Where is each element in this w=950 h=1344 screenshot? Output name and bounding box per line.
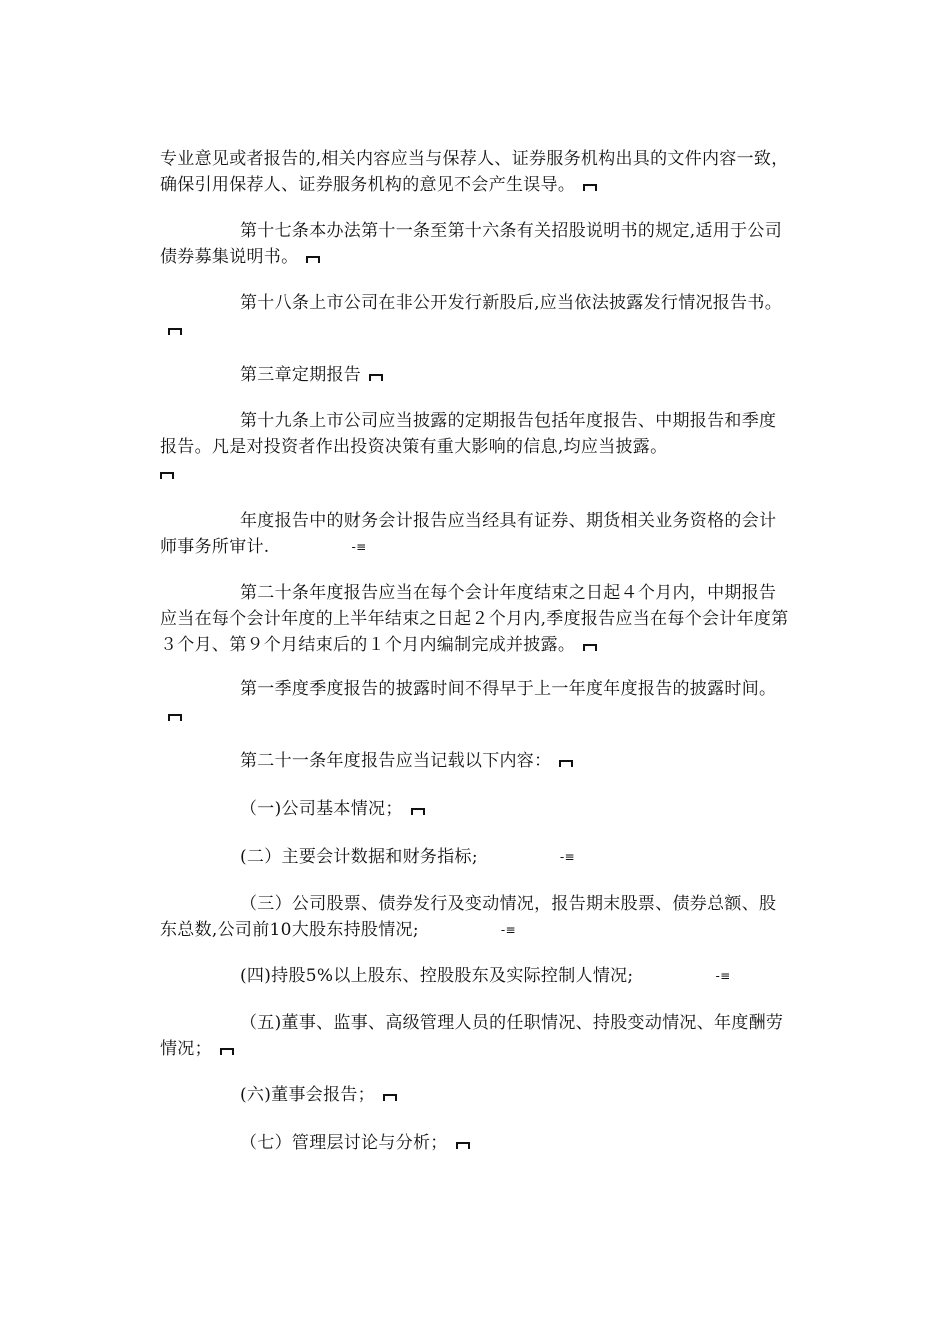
paragraph-mark-icon (168, 328, 182, 335)
paragraph-text: （五)董事、监事、高级管理人员的任职情况、持股变动情况、年度酬劳情况； (160, 1013, 784, 1059)
paragraph-text: （七）管理层讨论与分析； (240, 1133, 448, 1153)
paragraph-text: （三）公司股票、债券发行及变动情况，报告期末股票、债券总额、股东总数,公司前10大股东持股情况; (160, 894, 777, 940)
chapter-heading (160, 362, 790, 388)
paragraph-text: （一)公司基本情况； (240, 799, 403, 819)
paragraph-text: 专业意见或者报告的,相关内容应当与保荐人、证券服务机构出具的文件内容一致，确保引用保荐人、证券服务机构的意见不会产生误导。 (160, 149, 789, 195)
paragraph-text: (二）主要会计数据和财务指标; (240, 847, 478, 867)
paragraph-text: 第二十一条年度报告应当记载以下内容： (240, 751, 552, 771)
paragraph-mark-icon (559, 760, 573, 767)
paragraph-7 (160, 580, 790, 658)
paragraph-text: 第十九条上市公司应当披露的定期报告包括年度报告、中期报告和季度报告。凡是对投资者作出投资决策有重大影响的信息,均应当披露。 (160, 411, 777, 457)
paragraph-mark-icon (583, 184, 597, 191)
paragraph-text: 第十七条本办法第十一条至第十六条有关招股说明书的规定,适用于公司债券募集说明书。 (160, 221, 783, 267)
paragraph-mark-icon (456, 1142, 470, 1149)
paragraph-mark-icon (383, 1094, 397, 1101)
paragraph-mark-icon (411, 808, 425, 815)
paragraph-mark-icon (168, 714, 182, 721)
paragraph-2 (160, 218, 790, 270)
list-item-6 (160, 1082, 790, 1108)
paragraph-3 (160, 290, 790, 342)
paragraph-text: (四)持股5%以上股东、控股股东及实际控制人情况; (240, 966, 634, 986)
paragraph-1 (160, 146, 790, 198)
paragraph-text: 第十八条上市公司在非公开发行新股后,应当依法披露发行情况报告书。 (240, 293, 783, 313)
list-item-4 (160, 963, 790, 989)
paragraph-text: (六)董事会报告； (240, 1085, 375, 1105)
list-item-7 (160, 1130, 790, 1156)
paragraph-mark-icon (583, 644, 597, 651)
paragraph-mark-icon (306, 256, 320, 263)
paragraph-8 (160, 676, 790, 728)
paragraph-eq-mark-icon: -≡ (351, 539, 367, 554)
paragraph-9 (160, 748, 790, 774)
list-item-5 (160, 1010, 790, 1062)
paragraph-mark-icon (220, 1048, 234, 1055)
paragraph-6 (160, 508, 790, 560)
list-item-2 (160, 844, 790, 870)
paragraph-eq-mark-icon: -≡ (500, 922, 516, 937)
paragraph-text: 第三章定期报告 (240, 365, 362, 385)
paragraph-mark-icon (160, 472, 174, 479)
paragraph-eq-mark-icon: -≡ (715, 968, 731, 983)
paragraph-text: 第一季度季度报告的披露时间不得早于上一年度年度报告的披露时间。 (240, 679, 777, 699)
paragraph-mark-icon (369, 374, 383, 381)
paragraph-5 (160, 408, 790, 486)
paragraph-text: 年度报告中的财务会计报告应当经具有证券、期货相关业务资格的会计师事务所审计. (160, 511, 777, 557)
list-item-1 (160, 796, 790, 822)
list-item-3 (160, 891, 790, 943)
paragraph-text: 第二十条年度报告应当在每个会计年度结束之日起４个月内，中期报告应当在每个会计年度的上半年结束之日起２个月内,季度报告应当在每个会计年度第３个月、第９个月结束后的１个月内编制完成并披露。 (160, 583, 789, 655)
paragraph-eq-mark-icon: -≡ (559, 849, 575, 864)
